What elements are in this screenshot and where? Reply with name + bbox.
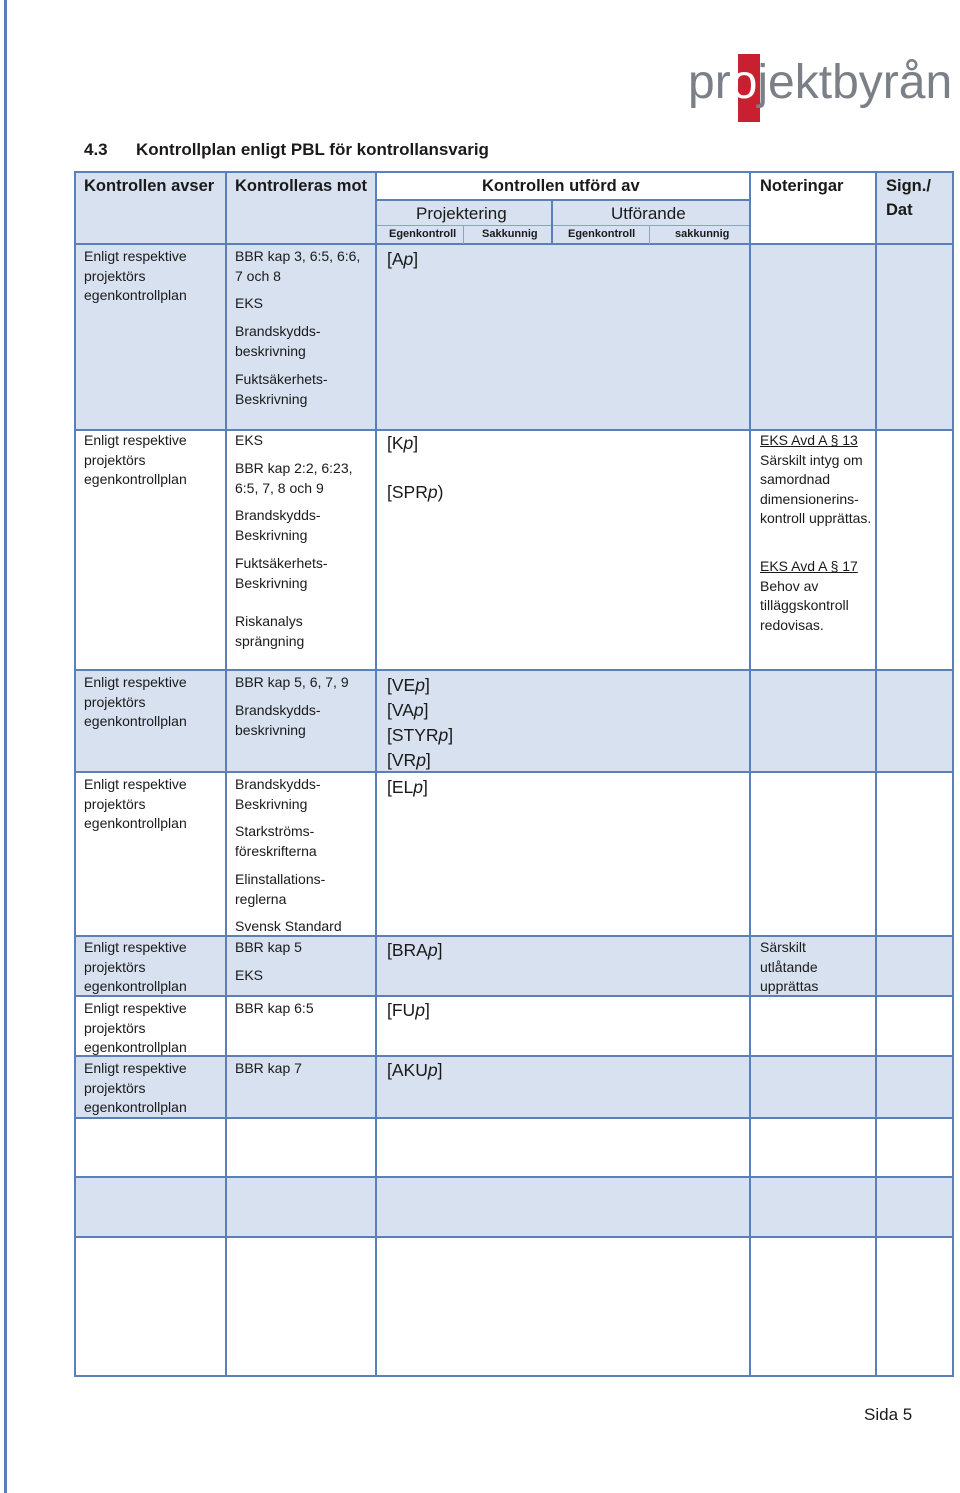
row7-mot-1: BBR kap 7 — [235, 1060, 302, 1076]
section-title: Kontrollplan enligt PBL för kontrollansvarig — [136, 140, 489, 159]
row5-note: Särskilt utlåtande upprättas — [760, 939, 819, 995]
row2-avser: Enligt respektive projektörs egenkontrollplan — [84, 432, 187, 488]
row3-code-vap: [VAp] — [387, 700, 429, 720]
row5-code-brap: [BRAp] — [387, 940, 443, 960]
row3-avser: Enligt respektive projektörs egenkontrollplan — [84, 674, 187, 730]
row3-code-vep: [VEp] — [387, 675, 430, 695]
section-number: 4.3 — [84, 140, 108, 159]
row2-note1: EKS Avd A § 13 Särskilt intyg om samordnad dimensionerins-kontroll upprättas. — [760, 432, 872, 527]
row7-code-akup: [AKUp] — [387, 1060, 443, 1080]
row1-code-ap: [Ap] — [387, 249, 419, 269]
header-noteringar: Noteringar — [760, 177, 844, 195]
row1-mot-4: Fuktsäkerhets-Beskrivning — [235, 371, 328, 407]
row2-note2: EKS Avd A § 17 Behov av tilläggskontroll redovisas. — [760, 558, 858, 633]
header-kontrollen-utford-av: Kontrollen utförd av — [482, 177, 640, 195]
row5-mot-1: BBR kap 5 — [235, 939, 302, 955]
row1-mot-2: EKS — [235, 295, 264, 311]
row3-mot-1: BBR kap 5, 6, 7, 9 — [235, 674, 349, 690]
row2-mot-2: BBR kap 2:2, 6:23, 6:5, 7, 8 och 9 — [235, 460, 353, 496]
header-projektering: Projektering — [416, 204, 507, 223]
row3-mot-2: Brandskydds-beskrivning — [235, 702, 321, 738]
row2-mot-1: EKS — [235, 432, 264, 448]
row1-mot-3: Brandskydds-beskrivning — [235, 323, 321, 359]
row4-mot-2: Starkströms-föreskrifterna — [235, 823, 317, 859]
section-heading — [84, 140, 489, 160]
row2-mot-3: Brandskydds-Beskrivning — [235, 507, 321, 543]
row7-avser: Enligt respektive projektörs egenkontrollplan — [84, 1060, 187, 1116]
header-sakkunnig-1: Sakkunnig — [482, 228, 538, 240]
projektbyran-logo — [688, 48, 960, 128]
row3-code-vrp: [VRp] — [387, 750, 431, 770]
eks-avd-a-13-link[interactable]: EKS Avd A § 13 — [760, 432, 858, 448]
row4-mot-1: Brandskydds-Beskrivning — [235, 776, 321, 812]
header-egenkontroll-2: Egenkontroll — [568, 228, 636, 240]
svg-text:projektbyrån: projektbyrån — [688, 56, 953, 109]
eks-avd-a-17-link[interactable]: EKS Avd A § 17 — [760, 558, 858, 574]
row2-mot-4: Fuktsäkerhets-Beskrivning — [235, 555, 328, 591]
row3-code-styrp: [STYRp] — [387, 725, 454, 745]
row4-avser: Enligt respektive projektörs egenkontrollplan — [84, 776, 187, 832]
header-sakkunnig-2: sakkunnig — [675, 228, 730, 240]
row4-mot-3: Elinstallations-reglerna — [235, 871, 326, 907]
header-kontrolleras-mot: Kontrolleras mot — [235, 177, 368, 195]
row1-avser: Enligt respektive projektörs egenkontrollplan — [84, 248, 187, 304]
page-margin-line — [4, 0, 7, 1493]
row6-code-fup: [FUp] — [387, 1000, 430, 1020]
row1-mot-1: BBR kap 3, 6:5, 6:6, 7 och 8 — [235, 248, 361, 284]
page-number: Sida 5 — [864, 1405, 913, 1424]
row5-mot-2: EKS — [235, 967, 264, 983]
row2-code-kp: [Kp] — [387, 433, 419, 453]
row4-mot-4: Svensk Standard — [235, 918, 342, 934]
row6-mot-1: BBR kap 6:5 — [235, 1000, 314, 1016]
row6-avser: Enligt respektive projektörs egenkontrollplan — [84, 1000, 187, 1056]
header-kontrollen-avser: Kontrollen avser — [84, 177, 215, 195]
header-utforande: Utförande — [611, 204, 686, 223]
row5-avser: Enligt respektive projektörs egenkontrollplan — [84, 939, 187, 995]
header-sign-dat: Sign./ Dat — [886, 177, 931, 219]
header-egenkontroll-1: Egenkontroll — [389, 228, 457, 240]
row2-code-sprp: [SPRp) — [387, 482, 444, 502]
row2-mot-5: Riskanalys sprängning — [235, 613, 305, 649]
row4-code-elp: [ELp] — [387, 777, 428, 797]
